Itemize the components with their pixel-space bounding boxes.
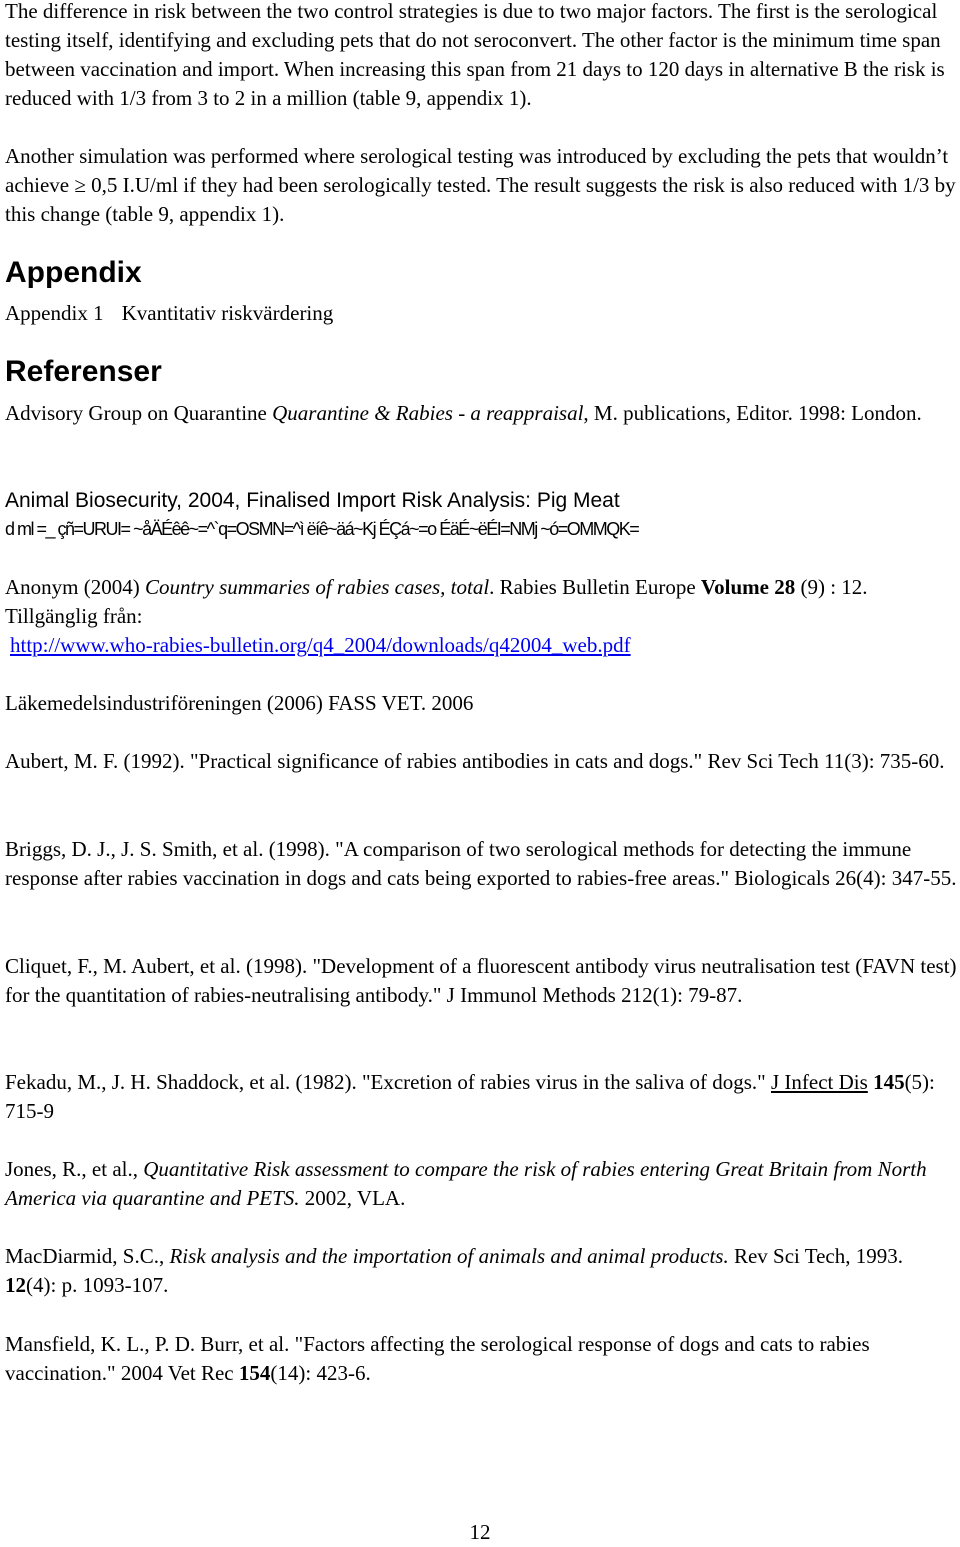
intro-paragraph-2: Another simulation was performed where serological testing was introduced by excluding the pets that wouldn’t achieve ≥ 0,5 I.U/ml if they had been serologically tested. The result suggests the risk is also reduced with 1/3 by this change (table 9, appendix 1). <box>5 144 956 226</box>
page-number: 12 <box>469 1520 491 1544</box>
reference-3: Anonym (2004) Country summaries of rabies cases, total. Rabies Bulletin Europe Volume 28 (9) : 12. Tillgänglig från: http://www.who-rabies-bulletin.org/q4_2004/downloads/q42004_web.pdf <box>5 575 868 657</box>
appendix-item-title: Kvantitativ riskvärdering <box>121 301 334 325</box>
reference-7: Cliquet, F., M. Aubert, et al. (1998). "Development of a fluorescent antibody virus neutralisation test (FAVN test) for the quantitation of rabies-neutralising antibody." J Immunol Methods 212(1): 79-87. <box>5 954 957 1007</box>
reference-2-garbled-line: d ml =_ çñ=URUI= ~åÄÉêê~=^`q=OSMN=^ì ëíê~äá~Kj ÉÇá~=o ÉäÉ~ëÉI=NMj ~ó=OMMQK= <box>5 519 639 539</box>
reference-10: MacDiarmid, S.C., Risk analysis and the importation of animals and animal products. Rev Sci Tech, 1993. 12(4): p. 1093-107. <box>5 1244 903 1297</box>
reference-11: Mansfield, K. L., P. D. Burr, et al. "Factors affecting the serological response of dogs and cats to rabies vaccination." 2004 Vet Rec 154(14): 423-6. <box>5 1332 870 1385</box>
appendix-item <box>5 299 333 328</box>
reference-9: Jones, R., et al., Quantitative Risk assessment to compare the risk of rabies entering Great Britain from North America via quarantine and PETS. 2002, VLA. <box>5 1157 927 1210</box>
reference-6: Briggs, D. J., J. S. Smith, et al. (1998). "A comparison of two serological methods for detecting the immune response after rabies vaccination in dogs and cats being exported to rabies-free areas." Biologicals 26(4): 347-55. <box>5 837 957 890</box>
references-heading: Referenser <box>5 355 162 388</box>
reference-8: Fekadu, M., J. H. Shaddock, et al. (1982). "Excretion of rabies virus in the saliva of dogs." J Infect Dis 145(5): 715-9 <box>5 1070 935 1123</box>
reference-1: Advisory Group on Quarantine Quarantine & Rabies - a reappraisal, M. publications, Editor. 1998: London. <box>5 401 922 425</box>
intro-paragraph-1: The difference in risk between the two control strategies is due to two major factors. The first is the serological testing itself, identifying and excluding pets that do not seroconvert. The other factor is the minimum time span between vaccination and import. When increasing this span from 21 days to 120 days in alternative B the risk is reduced with 1/3 from 3 to 2 in a million (table 9, appendix 1). <box>5 0 945 110</box>
reference-2: Animal Biosecurity, 2004, Finalised Import Risk Analysis: Pig Meat d ml =_ çñ=URUI= ~åÄÉêê~=^`q=OSMN=^ì ëíê~äá~Kj ÉÇá~=o ÉäÉ~ëÉI=NMj ~ó=OMMQK= <box>5 486 957 544</box>
appendix-item-label: Appendix 1 <box>5 301 104 325</box>
appendix-heading: Appendix <box>5 256 142 289</box>
reference-5: Aubert, M. F. (1992). "Practical significance of rabies antibodies in cats and dogs." Rev Sci Tech 11(3): 735-60. <box>5 749 945 773</box>
reference-4: Läkemedelsindustriföreningen (2006) FASS VET. 2006 <box>5 691 474 715</box>
reference-3-link[interactable]: http://www.who-rabies-bulletin.org/q4_2004/downloads/q42004_web.pdf <box>10 633 631 657</box>
